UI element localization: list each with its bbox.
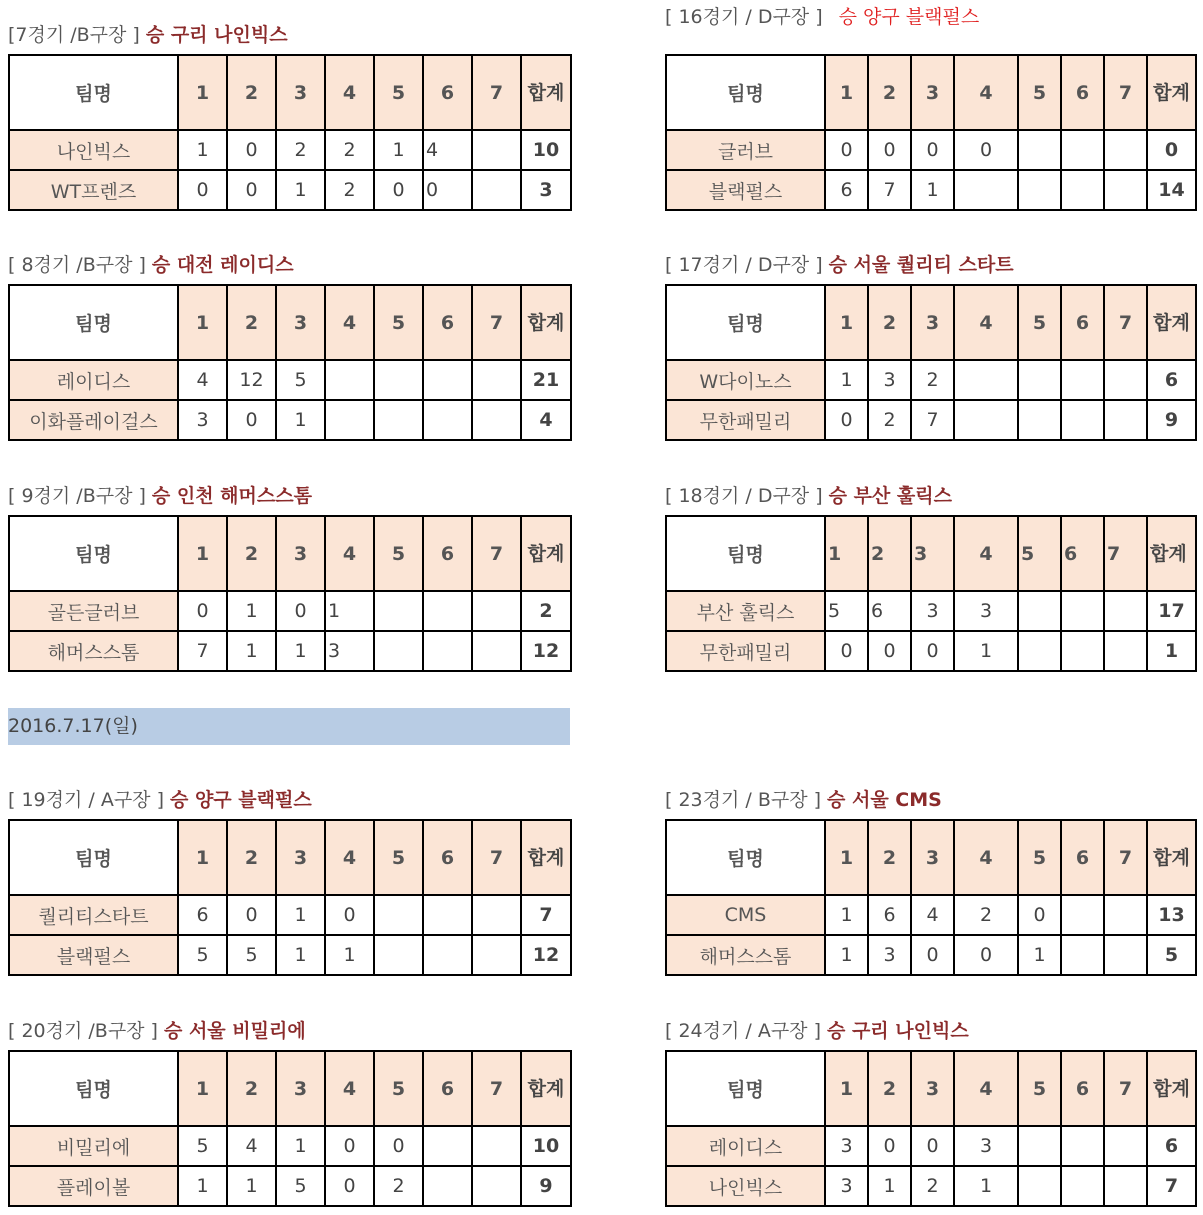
header-inning: 6 [423, 285, 472, 360]
header-inning: 5 [374, 1051, 423, 1126]
inning-score: 5 [227, 935, 276, 975]
total-score: 6 [1147, 1126, 1196, 1166]
inning-score: 3 [911, 591, 954, 631]
total-score: 10 [521, 1126, 571, 1166]
header-inning: 4 [325, 516, 374, 591]
header-inning: 3 [911, 285, 954, 360]
header-inning: 3 [276, 820, 325, 895]
inning-score: 0 [178, 591, 227, 631]
header-inning: 2 [868, 1051, 911, 1126]
header-total: 합계 [521, 820, 571, 895]
header-inning: 5 [374, 285, 423, 360]
inning-score [1061, 170, 1104, 210]
header-inning: 6 [1061, 516, 1104, 591]
inning-score [472, 170, 521, 210]
inning-score: 0 [227, 895, 276, 935]
team-name: 레이디스 [9, 360, 178, 400]
inning-score [423, 1126, 472, 1166]
inning-score: 1 [374, 130, 423, 170]
inning-score: 5 [276, 360, 325, 400]
total-score: 12 [521, 631, 571, 671]
header-total: 합계 [1147, 285, 1196, 360]
header-team: 팀명 [9, 55, 178, 130]
header-inning: 2 [868, 55, 911, 130]
header-inning: 2 [868, 516, 911, 591]
header-inning: 1 [825, 285, 868, 360]
inning-score: 4 [227, 1126, 276, 1166]
team-name: 골든글러브 [9, 591, 178, 631]
total-score: 2 [521, 591, 571, 631]
header-inning: 5 [374, 55, 423, 130]
inning-score [1018, 1166, 1061, 1206]
inning-score: 3 [178, 400, 227, 440]
inning-score [1104, 130, 1147, 170]
header-total: 합계 [521, 285, 571, 360]
team-name: 블랙펄스 [9, 935, 178, 975]
total-score: 17 [1147, 591, 1196, 631]
header-inning: 3 [911, 1051, 954, 1126]
inning-score: 0 [1018, 895, 1061, 935]
inning-score: 1 [276, 170, 325, 210]
header-inning: 6 [1061, 1051, 1104, 1126]
score-table [8, 1050, 572, 1207]
header-inning: 5 [1018, 55, 1061, 130]
inning-score [374, 895, 423, 935]
inning-score: 5 [276, 1166, 325, 1206]
inning-score: 1 [227, 631, 276, 671]
header-total: 합계 [521, 516, 571, 591]
header-inning: 5 [374, 820, 423, 895]
inning-score: 1 [911, 170, 954, 210]
header-inning: 7 [472, 1051, 521, 1126]
inning-score [423, 935, 472, 975]
inning-score: 1 [227, 1166, 276, 1206]
inning-score: 0 [911, 631, 954, 671]
inning-score [1104, 360, 1147, 400]
total-score: 9 [521, 1166, 571, 1206]
inning-score [954, 170, 1018, 210]
header-inning: 7 [472, 516, 521, 591]
inning-score [1104, 1166, 1147, 1206]
inning-score: 1 [868, 1166, 911, 1206]
inning-score: 0 [227, 400, 276, 440]
inning-score: 5 [178, 935, 227, 975]
inning-score [1018, 1126, 1061, 1166]
inning-score: 0 [825, 130, 868, 170]
header-team: 팀명 [666, 55, 825, 130]
header-total: 합계 [521, 55, 571, 130]
header-inning: 5 [1018, 1051, 1061, 1126]
inning-score: 0 [825, 400, 868, 440]
inning-score: 0 [954, 130, 1018, 170]
header-inning: 7 [1104, 285, 1147, 360]
inning-score: 3 [325, 631, 374, 671]
inning-score [1018, 360, 1061, 400]
header-inning: 4 [954, 1051, 1018, 1126]
header-total: 합계 [1147, 1051, 1196, 1126]
inning-score [423, 400, 472, 440]
inning-score: 1 [825, 935, 868, 975]
game-title: [ 20경기 /B구장 ] 승 서울 비밀리에 [8, 1020, 306, 1042]
team-name: CMS [666, 895, 825, 935]
team-name: 글러브 [666, 130, 825, 170]
inning-score [1061, 935, 1104, 975]
header-inning: 2 [227, 285, 276, 360]
inning-score: 0 [868, 631, 911, 671]
inning-score: 0 [325, 1126, 374, 1166]
header-inning: 5 [1018, 820, 1061, 895]
total-score: 3 [521, 170, 571, 210]
header-inning: 4 [954, 55, 1018, 130]
header-inning: 3 [276, 1051, 325, 1126]
total-score: 6 [1147, 360, 1196, 400]
inning-score: 1 [276, 1126, 325, 1166]
inning-score [472, 400, 521, 440]
header-inning: 7 [472, 820, 521, 895]
header-inning: 5 [1018, 285, 1061, 360]
score-table [665, 284, 1197, 441]
header-team: 팀명 [9, 1051, 178, 1126]
game-title: [ 23경기 / B구장 ] 승 서울 CMS [665, 789, 942, 811]
inning-score: 1 [276, 400, 325, 440]
header-inning: 6 [1061, 55, 1104, 130]
header-team: 팀명 [9, 285, 178, 360]
score-table [665, 819, 1197, 976]
team-name: 블랙펄스 [666, 170, 825, 210]
header-inning: 4 [325, 55, 374, 130]
total-score: 0 [1147, 130, 1196, 170]
team-name: 부산 훌릭스 [666, 591, 825, 631]
header-inning: 7 [472, 55, 521, 130]
header-inning: 7 [1104, 55, 1147, 130]
total-score: 13 [1147, 895, 1196, 935]
inning-score: 0 [911, 1126, 954, 1166]
header-inning: 7 [1104, 1051, 1147, 1126]
score-table [8, 54, 572, 211]
inning-score [1061, 1126, 1104, 1166]
header-inning: 2 [227, 55, 276, 130]
total-score: 21 [521, 360, 571, 400]
total-score: 4 [521, 400, 571, 440]
score-table [8, 819, 572, 976]
inning-score [1104, 591, 1147, 631]
header-inning: 1 [825, 820, 868, 895]
header-inning: 7 [472, 285, 521, 360]
inning-score [374, 935, 423, 975]
inning-score: 3 [825, 1166, 868, 1206]
inning-score [954, 360, 1018, 400]
inning-score [1104, 400, 1147, 440]
inning-score [1104, 935, 1147, 975]
total-score: 10 [521, 130, 571, 170]
inning-score: 0 [227, 170, 276, 210]
inning-score [1018, 170, 1061, 210]
inning-score: 2 [868, 400, 911, 440]
game-title: [7경기 /B구장 ] 승 구리 나인빅스 [8, 24, 288, 46]
header-inning: 4 [325, 1051, 374, 1126]
inning-score [325, 400, 374, 440]
inning-score: 3 [825, 1126, 868, 1166]
total-score: 7 [521, 895, 571, 935]
inning-score [1018, 130, 1061, 170]
header-inning: 6 [1061, 285, 1104, 360]
total-score: 14 [1147, 170, 1196, 210]
header-inning: 3 [276, 55, 325, 130]
header-total: 합계 [1147, 55, 1196, 130]
header-inning: 4 [954, 285, 1018, 360]
header-inning: 6 [423, 1051, 472, 1126]
inning-score: 1 [276, 631, 325, 671]
game-title: [ 18경기 / D구장 ] 승 부산 훌릭스 [665, 485, 952, 507]
header-team: 팀명 [666, 1051, 825, 1126]
game-title: [ 19경기 / A구장 ] 승 양구 블랙펄스 [8, 789, 312, 811]
team-name: 해머스스톰 [666, 935, 825, 975]
inning-score [1104, 895, 1147, 935]
header-inning: 1 [825, 516, 868, 591]
inning-score: 0 [911, 130, 954, 170]
inning-score [423, 895, 472, 935]
total-score: 5 [1147, 935, 1196, 975]
score-table [8, 284, 572, 441]
header-inning: 6 [423, 516, 472, 591]
inning-score: 2 [954, 895, 1018, 935]
inning-score: 0 [374, 170, 423, 210]
inning-score [1061, 591, 1104, 631]
header-team: 팀명 [666, 285, 825, 360]
inning-score: 4 [911, 895, 954, 935]
team-name: W다이노스 [666, 360, 825, 400]
inning-score: 7 [178, 631, 227, 671]
inning-score: 6 [868, 895, 911, 935]
header-inning: 3 [911, 820, 954, 895]
inning-score [1061, 400, 1104, 440]
inning-score: 1 [276, 895, 325, 935]
inning-score: 7 [911, 400, 954, 440]
inning-score: 0 [825, 631, 868, 671]
inning-score: 1 [325, 591, 374, 631]
inning-score [1104, 631, 1147, 671]
inning-score [1018, 400, 1061, 440]
header-inning: 5 [374, 516, 423, 591]
inning-score: 0 [325, 895, 374, 935]
header-total: 합계 [1147, 516, 1196, 591]
game-title: [ 9경기 /B구장 ] 승 인천 해머스스톰 [8, 485, 312, 507]
header-inning: 1 [178, 55, 227, 130]
date-header: 2016.7.17(일) [8, 708, 570, 745]
inning-score: 3 [954, 591, 1018, 631]
inning-score: 1 [825, 895, 868, 935]
inning-score [472, 130, 521, 170]
inning-score [374, 400, 423, 440]
header-inning: 3 [911, 516, 954, 591]
inning-score [1061, 895, 1104, 935]
inning-score [472, 1166, 521, 1206]
team-name: 플레이볼 [9, 1166, 178, 1206]
inning-score [1061, 1166, 1104, 1206]
inning-score [325, 360, 374, 400]
inning-score [374, 360, 423, 400]
total-score: 9 [1147, 400, 1196, 440]
total-score: 7 [1147, 1166, 1196, 1206]
header-inning: 1 [178, 285, 227, 360]
inning-score: 0 [954, 935, 1018, 975]
header-inning: 4 [325, 285, 374, 360]
team-name: 해머스스톰 [9, 631, 178, 671]
inning-score [472, 1126, 521, 1166]
header-inning: 4 [954, 516, 1018, 591]
inning-score [374, 631, 423, 671]
inning-score: 2 [374, 1166, 423, 1206]
game-title: [ 8경기 /B구장 ] 승 대전 레이디스 [8, 254, 294, 276]
inning-score: 6 [825, 170, 868, 210]
team-name: 나인빅스 [666, 1166, 825, 1206]
header-inning: 6 [423, 55, 472, 130]
inning-score: 0 [178, 170, 227, 210]
inning-score: 1 [178, 1166, 227, 1206]
game-title: [ 17경기 / D구장 ] 승 서울 퀄리티 스타트 [665, 254, 1014, 276]
inning-score: 1 [954, 1166, 1018, 1206]
header-inning: 1 [178, 1051, 227, 1126]
header-inning: 2 [868, 820, 911, 895]
header-inning: 5 [1018, 516, 1061, 591]
header-team: 팀명 [9, 516, 178, 591]
game-title: [ 16경기 / D구장 ] 승 양구 블랙펄스 [665, 6, 980, 28]
inning-score [472, 591, 521, 631]
inning-score [1018, 591, 1061, 631]
header-inning: 1 [178, 820, 227, 895]
inning-score: 7 [868, 170, 911, 210]
inning-score [472, 935, 521, 975]
inning-score: 1 [954, 631, 1018, 671]
game-title: [ 24경기 / A구장 ] 승 구리 나인빅스 [665, 1020, 969, 1042]
inning-score [374, 591, 423, 631]
header-inning: 6 [1061, 820, 1104, 895]
inning-score: 1 [178, 130, 227, 170]
inning-score: 1 [227, 591, 276, 631]
inning-score: 3 [954, 1126, 1018, 1166]
team-name: WT프렌즈 [9, 170, 178, 210]
inning-score [472, 360, 521, 400]
inning-score [423, 631, 472, 671]
inning-score [1061, 360, 1104, 400]
team-name: 이화플레이걸스 [9, 400, 178, 440]
inning-score: 1 [825, 360, 868, 400]
header-inning: 1 [825, 1051, 868, 1126]
inning-score: 1 [1018, 935, 1061, 975]
header-inning: 4 [954, 820, 1018, 895]
header-team: 팀명 [666, 820, 825, 895]
header-inning: 3 [911, 55, 954, 130]
inning-score [1018, 631, 1061, 671]
header-inning: 2 [227, 820, 276, 895]
team-name: 퀄리티스타트 [9, 895, 178, 935]
inning-score: 0 [423, 170, 472, 210]
inning-score: 6 [178, 895, 227, 935]
inning-score: 3 [868, 935, 911, 975]
inning-score [423, 591, 472, 631]
header-inning: 3 [276, 285, 325, 360]
inning-score [1061, 130, 1104, 170]
inning-score [954, 400, 1018, 440]
inning-score: 4 [178, 360, 227, 400]
header-total: 합계 [521, 1051, 571, 1126]
inning-score: 1 [325, 935, 374, 975]
inning-score: 5 [178, 1126, 227, 1166]
inning-score: 1 [276, 935, 325, 975]
total-score: 12 [521, 935, 571, 975]
inning-score: 2 [911, 1166, 954, 1206]
inning-score: 0 [868, 1126, 911, 1166]
score-table [8, 515, 572, 672]
team-name: 무한패밀리 [666, 400, 825, 440]
header-inning: 2 [227, 516, 276, 591]
header-inning: 2 [868, 285, 911, 360]
inning-score: 5 [825, 591, 868, 631]
inning-score: 0 [911, 935, 954, 975]
team-name: 무한패밀리 [666, 631, 825, 671]
inning-score: 4 [423, 130, 472, 170]
inning-score [472, 895, 521, 935]
inning-score [472, 631, 521, 671]
header-inning: 7 [1104, 820, 1147, 895]
inning-score: 0 [868, 130, 911, 170]
header-team: 팀명 [9, 820, 178, 895]
header-inning: 3 [276, 516, 325, 591]
header-inning: 7 [1104, 516, 1147, 591]
header-inning: 4 [325, 820, 374, 895]
inning-score [423, 1166, 472, 1206]
inning-score: 2 [276, 130, 325, 170]
total-score: 1 [1147, 631, 1196, 671]
team-name: 나인빅스 [9, 130, 178, 170]
inning-score: 2 [911, 360, 954, 400]
inning-score [1061, 631, 1104, 671]
inning-score: 0 [325, 1166, 374, 1206]
score-table [665, 54, 1197, 211]
score-table [665, 1050, 1197, 1207]
header-inning: 1 [825, 55, 868, 130]
score-table [665, 515, 1197, 672]
inning-score: 0 [227, 130, 276, 170]
team-name: 비밀리에 [9, 1126, 178, 1166]
inning-score: 0 [276, 591, 325, 631]
inning-score: 2 [325, 170, 374, 210]
header-team: 팀명 [666, 516, 825, 591]
inning-score [423, 360, 472, 400]
header-inning: 1 [178, 516, 227, 591]
inning-score [1104, 1126, 1147, 1166]
inning-score: 2 [325, 130, 374, 170]
header-total: 합계 [1147, 820, 1196, 895]
inning-score: 12 [227, 360, 276, 400]
header-inning: 2 [227, 1051, 276, 1126]
inning-score [1104, 170, 1147, 210]
header-inning: 6 [423, 820, 472, 895]
inning-score: 0 [374, 1126, 423, 1166]
inning-score: 6 [868, 591, 911, 631]
inning-score: 3 [868, 360, 911, 400]
team-name: 레이디스 [666, 1126, 825, 1166]
